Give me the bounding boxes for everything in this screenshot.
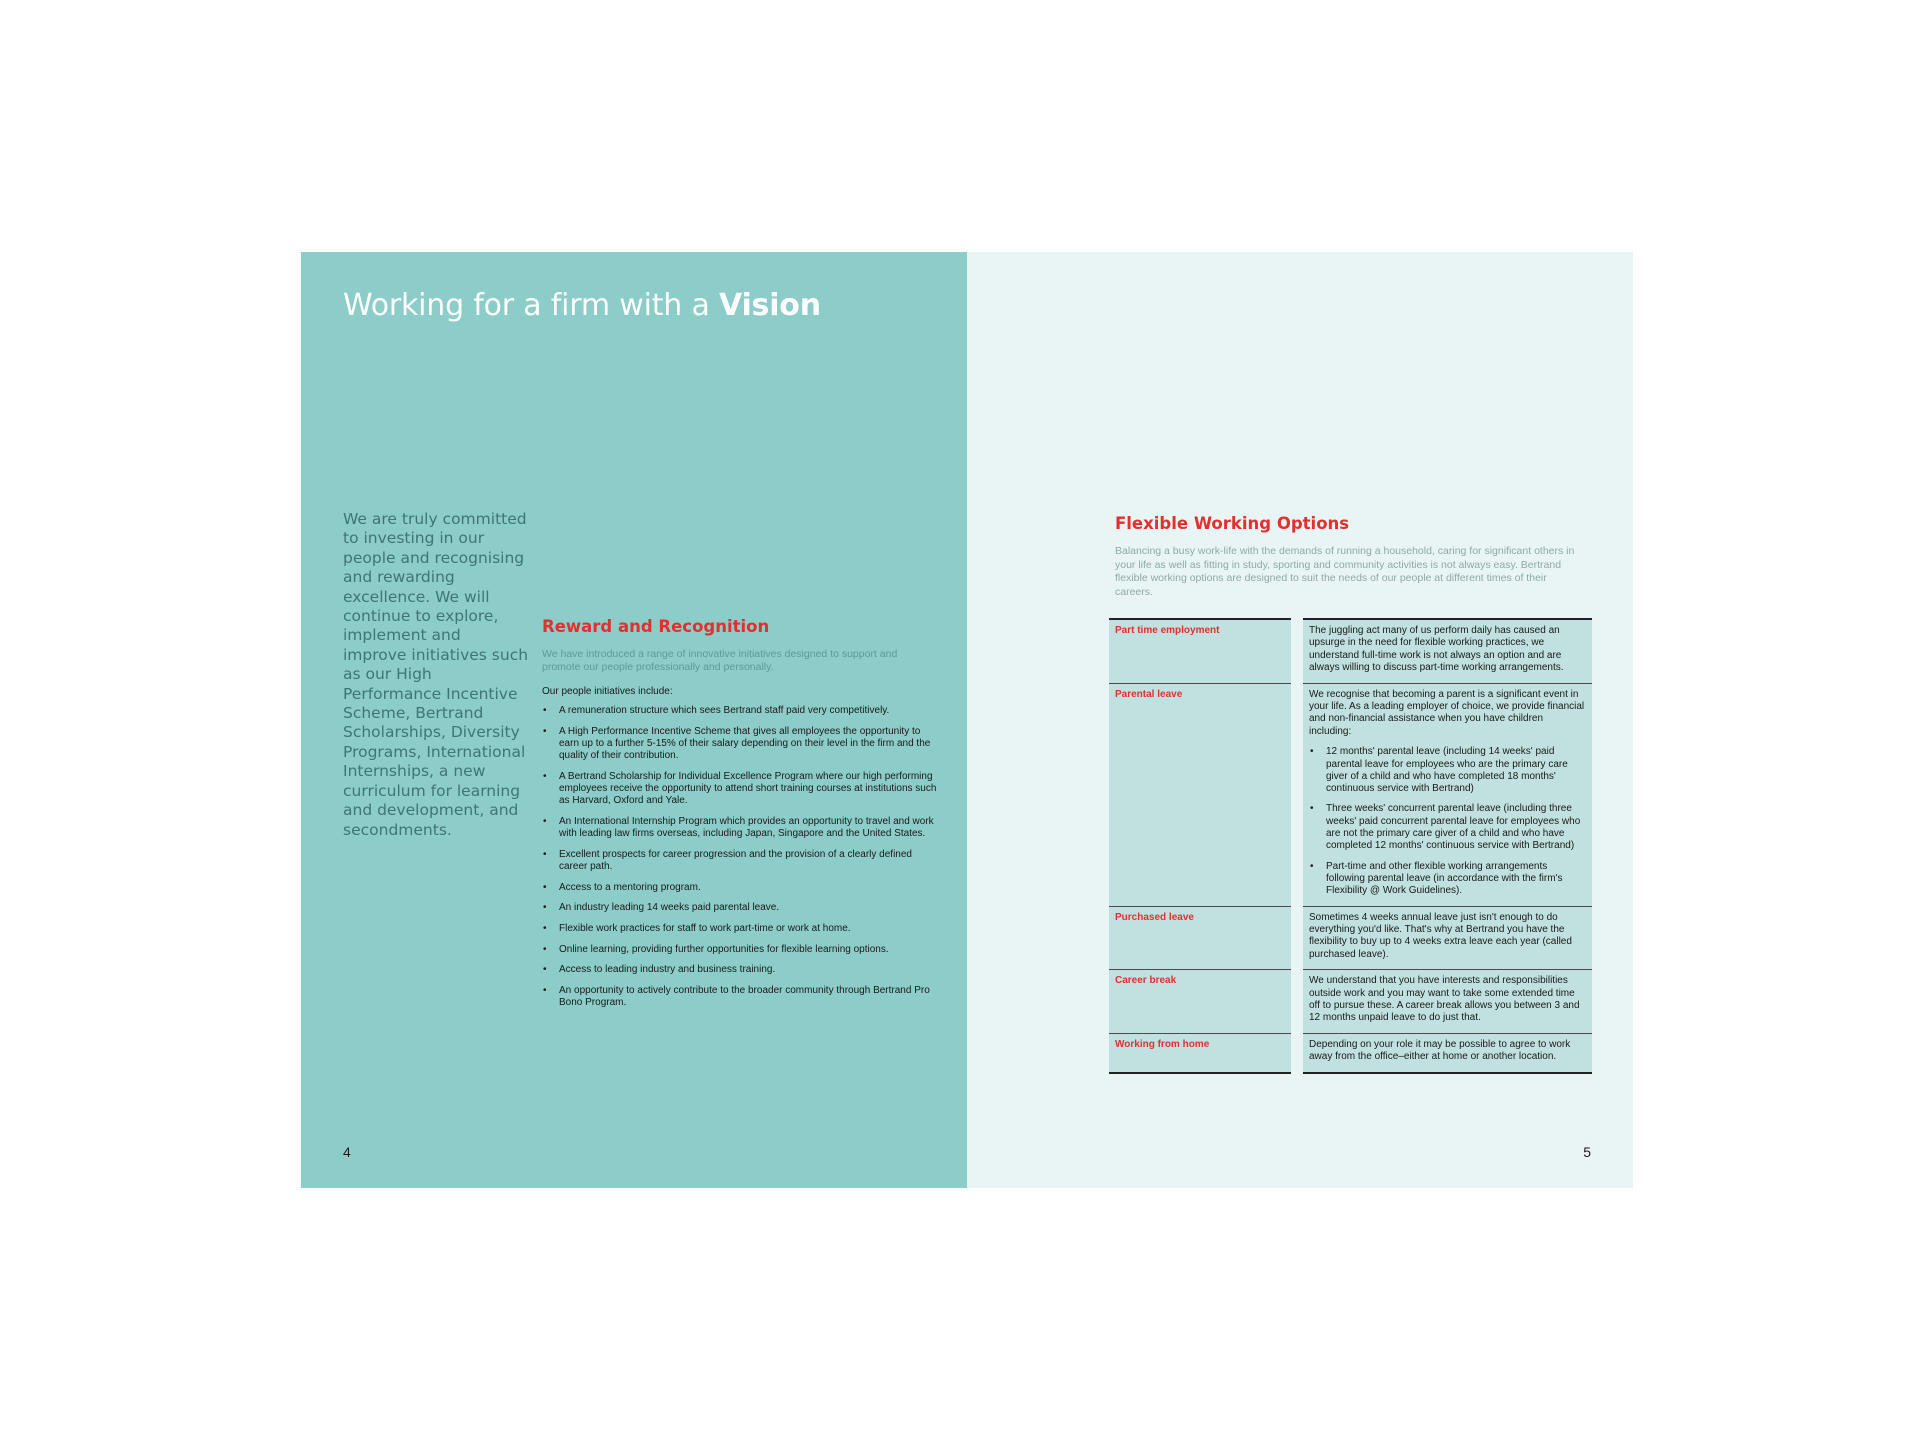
reward-lead: We have introduced a range of innovative initiatives designed to support and promote our people professionally and personally. [542, 648, 898, 673]
list-item: • 12 months' parental leave (including 14 weeks' paid parental leave for employees who are the primary care giver of a child and who have completed 18 months' continuous service with Bertrand) [1309, 746, 1586, 795]
option-description [1297, 683, 1592, 906]
option-description [1297, 970, 1592, 1034]
list-item: • Part-time and other flexible working arrangements following parental leave (in accordance with the firm's Flexibility @ Work Guidelines). [1309, 861, 1586, 898]
right-page [967, 252, 1633, 1188]
option-label: Parental leave [1109, 683, 1297, 906]
page-title [343, 288, 821, 323]
list-item: • A High Performance Incentive Scheme that gives all employees the opportunity to earn up to a further 5-15% of their salary depending on their level in the firm and the quality of their contribution. [542, 726, 937, 763]
list-item: • An industry leading 14 weeks paid parental leave. [542, 902, 937, 914]
reward-recognition-section [542, 617, 937, 1018]
list-item: • Access to a mentoring program. [542, 882, 937, 894]
flexible-working-section [1115, 514, 1585, 599]
option-text: Depending on your role it may be possible to agree to work away from the office–either at home or another location. [1309, 1038, 1571, 1063]
reward-intro: Our people initiatives include: [542, 686, 673, 697]
option-label: Working from home [1109, 1033, 1297, 1072]
table-row [1109, 970, 1592, 1034]
list-item: • Access to leading industry and business training. [542, 964, 937, 976]
list-item: • An International Internship Program which provides an opportunity to travel and work with leading law firms overseas, including Japan, Singapore and the United States. [542, 816, 937, 841]
option-text: Sometimes 4 weeks annual leave just isn't enough to do everything you'd like. That's why at Bertrand you have the flexibility to buy up to 4 weeks extra leave each year (called purchased leave). [1309, 911, 1572, 960]
option-text: The juggling act many of us perform daily has caused an upsurge in the need for flexible working practices, we understand full-time work is not always an option and are always willing to discuss part-time working arrangements. [1309, 625, 1564, 674]
list-item: • An opportunity to actively contribute to the broader community through Bertrand Pro Bono Program. [542, 985, 937, 1010]
reward-heading: Reward and Recognition [542, 617, 770, 636]
page-number: 4 [343, 1144, 351, 1160]
option-description [1297, 906, 1592, 970]
list-item: • Excellent prospects for career progression and the provision of a clearly defined career path. [542, 849, 937, 874]
title-regular: Working for a firm with a [343, 288, 719, 323]
title-bold: Vision [718, 288, 821, 323]
page-number: 5 [1583, 1144, 1591, 1160]
left-page [301, 252, 967, 1188]
table-row [1109, 1033, 1592, 1072]
option-label: Purchased leave [1109, 906, 1297, 970]
intro-quote: We are truly committed to investing in our people and recognising and rewarding excellence. We will continue to explore, implement and improve initiatives such as our High Performance Incentive Scheme, Bertrand Scholarships, Diversity Programs, International Internships, a new curriculum for learning and development, and secondments. [343, 510, 529, 839]
flexible-lead: Balancing a busy work-life with the demands of running a household, caring for significant others in your life as well as fitting in study, sporting and community activities is not always easy. Bertrand flexible working options are designed to suit the needs of our people at different times of their careers. [1115, 545, 1575, 598]
list-item: • Three weeks' concurrent parental leave (including three weeks' paid concurrent parental leave for employees who are not the primary care giver of a child and who have completed 12 months' continuous service with Bertrand) [1309, 803, 1586, 852]
list-item: • A Bertrand Scholarship for Individual Excellence Program where our high performing employees receive the opportunity to attend short training courses at institutions such as Harvard, Oxford and Yale. [542, 771, 937, 808]
list-item: • A remuneration structure which sees Bertrand staff paid very competitively. [542, 705, 937, 717]
flexible-heading: Flexible Working Options [1115, 514, 1350, 533]
brochure-spread [301, 252, 1633, 1188]
table-row [1109, 906, 1592, 970]
list-item: • Online learning, providing further opportunities for flexible learning options. [542, 944, 937, 956]
initiatives-list [542, 705, 937, 1009]
option-text: We recognise that becoming a parent is a significant event in your life. As a leading employer of choice, we provide financial and non-financial assistance when you have children including: [1309, 688, 1585, 737]
table-row [1109, 619, 1592, 683]
option-description [1297, 619, 1592, 683]
option-description [1297, 1033, 1592, 1072]
option-label: Part time employment [1109, 619, 1297, 683]
option-label: Career break [1109, 970, 1297, 1034]
parental-leave-list [1309, 746, 1586, 897]
option-text: We understand that you have interests and responsibilities outside work and you may want to take some extended time off to pursue these. A career break allows you between 3 and 12 months unpaid leave to do just that. [1309, 975, 1580, 1024]
table-row [1109, 683, 1592, 906]
list-item: • Flexible work practices for staff to work part-time or work at home. [542, 923, 937, 935]
options-table [1109, 618, 1592, 1074]
